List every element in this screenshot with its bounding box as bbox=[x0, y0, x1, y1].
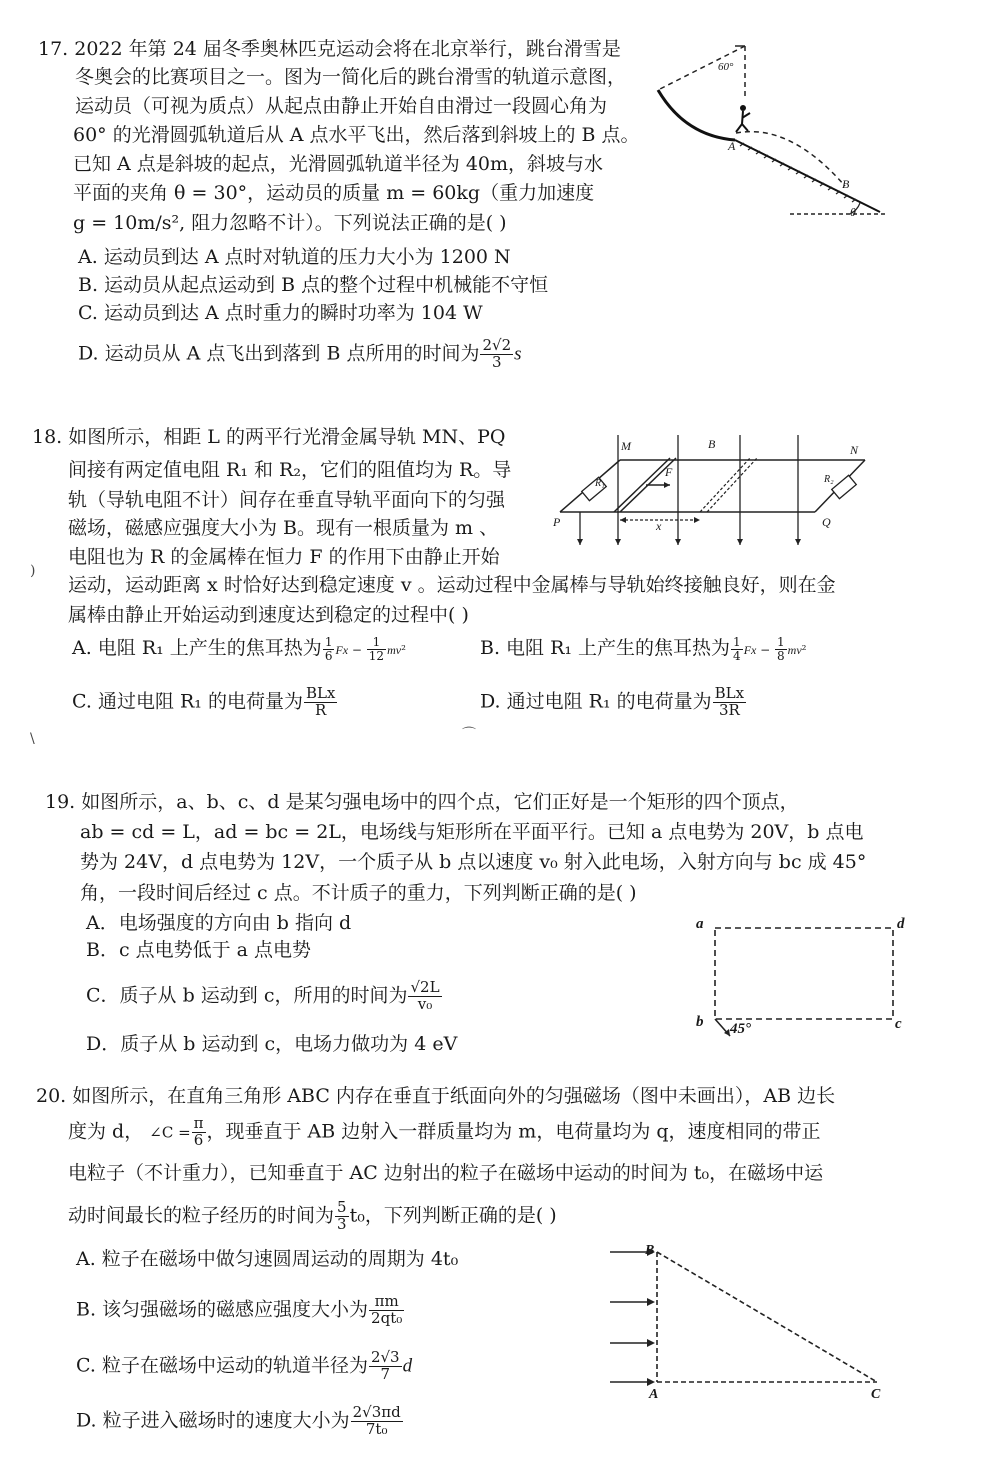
unit: s bbox=[514, 343, 522, 365]
label-n: N bbox=[850, 443, 859, 457]
label-c: C bbox=[871, 1387, 881, 1402]
label-x: x bbox=[656, 519, 662, 533]
q18-line-7: 属棒由静止开始运动到速度达到稳定的过程中( ) bbox=[68, 604, 469, 626]
scan-mark: ⌒ bbox=[462, 727, 476, 743]
q17-line-3: 运动员（可视为质点）从起点由静止开始自由滑过一段圆心角为 bbox=[75, 95, 608, 117]
label-r1: R₁ bbox=[595, 478, 605, 489]
q20-line-2: 度为 d， ∠C = $\frac{\pi}{6}$ ，现垂直于 AB 边射入一群质量均为 m，电荷量均为 q，速度相同的带正 bbox=[68, 1114, 821, 1149]
q17-option-c: C. 运动员到达 A 点时重力的瞬时功率为 104 W bbox=[78, 302, 483, 324]
q20-option-b: B. 该匀强磁场的磁感应强度大小为 $\frac{\pi m}{\text{2qt₀}}$ bbox=[76, 1292, 403, 1327]
q19-line-1: 19. 如图所示，a、b、c、d 是某匀强电场中的四个点，它们正好是一个矩形的四个顶点， bbox=[45, 791, 799, 813]
q17-line-2: 冬奥会的比赛项目之一。图为一简化后的跳台滑雪的轨道示意图， bbox=[75, 66, 627, 88]
point-b-label: B bbox=[842, 177, 850, 191]
angle-label-60: 60° bbox=[718, 61, 734, 73]
fraction: $\frac{\pi m}{\text{2qt₀}}$ bbox=[371, 1292, 403, 1327]
q20-option-d: D. 粒子进入磁场时的速度大小为 $\frac{2√3\pi d}{\text{7t₀}}$ bbox=[76, 1403, 401, 1438]
q19-line-3: 势为 24V，d 点电势为 12V，一个质子从 b 点以速度 v₀ 射入此电场，入射方向与 bc 成 45° bbox=[80, 851, 867, 873]
q18-line-5: 电阻也为 R 的金属棒在恒力 F 的作用下由静止开始 bbox=[68, 546, 500, 568]
label-a: a bbox=[696, 916, 704, 932]
q20-line-4: 动时间最长的粒子经历的时间为 $\frac{5}{3}$ t₀，下列判断正确的是( ) bbox=[68, 1198, 557, 1233]
q17-ski-jump-figure bbox=[650, 38, 900, 223]
q20-line-1: 20. 如图所示，在直角三角形 ABC 内存在垂直于纸面向外的匀强磁场（图中未画出），AB 边长 bbox=[36, 1085, 836, 1107]
q17-option-d-fraction bbox=[480, 338, 513, 371]
q19-line-2: ab = cd = L，ad = bc = 2L，电场线与矩形所在平面平行。已知 a 点电势为 20V，b 点电 bbox=[80, 821, 864, 843]
fraction: $\frac{\text{BLx}}{3R}$ bbox=[714, 684, 745, 719]
q19-option-a: A．电场强度的方向由 b 指向 d bbox=[86, 912, 352, 934]
scan-mark: \ bbox=[30, 731, 35, 747]
q20-option-a: A. 粒子在磁场中做匀速圆周运动的周期为 4t₀ bbox=[76, 1248, 459, 1270]
q19-option-b: B．c 点电势低于 a 点电势 bbox=[86, 939, 312, 961]
q20-option-c: C. 粒子在磁场中运动的轨道半径为 $\frac{2√3}{7}$ d bbox=[76, 1348, 413, 1383]
q17-option-d-text: D. 运动员从 A 点飞出到落到 B 点所用的时间为 bbox=[78, 342, 480, 365]
label-p: P bbox=[553, 515, 561, 529]
q17-line-1: 17. 2022 年第 24 届冬季奥林匹克运动会将在北京举行，跳台滑雪是 bbox=[38, 38, 621, 60]
q18-option-c: C. 通过电阻 R₁ 的电荷量为 $\frac{\text{BLx}}{R}$ bbox=[72, 684, 336, 719]
label-b: b bbox=[696, 1014, 704, 1030]
q19-line-4: 角，一段时间后经过 c 点。不计质子的重力，下列判断正确的是( ) bbox=[80, 882, 637, 904]
q17-option-a: A. 运动员到达 A 点时对轨道的压力大小为 1200 N bbox=[78, 246, 511, 268]
q17-line-5: 已知 A 点是斜坡的起点，光滑圆弧轨道半径为 40m，斜坡与水 bbox=[73, 153, 604, 175]
q18-option-b: B. 电阻 R₁ 上产生的焦耳热为 $\frac{1}{4}$ Fx − $\frac{1}{8}$ mv² bbox=[480, 635, 807, 663]
label-a: A bbox=[649, 1387, 659, 1402]
q19-option-c: C．质子从 b 运动到 c，所用的时间为 $\frac{√2L}{\text{v₀}}$ bbox=[86, 978, 440, 1013]
fraction: $\frac{2√3\pi d}{\text{7t₀}}$ bbox=[352, 1403, 401, 1438]
fraction: $\frac{\text{BLx}}{R}$ bbox=[305, 684, 336, 719]
q20-line-3: 电粒子（不计重力），已知垂直于 AC 边射出的粒子在磁场中运动的时间为 t₀，在磁场中运 bbox=[68, 1162, 824, 1184]
q20-triangle-figure bbox=[605, 1240, 895, 1405]
fraction: $\frac{1}{4}$ bbox=[733, 635, 741, 663]
q17-line-6: 平面的夹角 θ = 30°，运动员的质量 m = 60kg（重力加速度 bbox=[73, 182, 595, 204]
fraction: $\frac{2√3}{7}$ bbox=[370, 1348, 400, 1383]
label-f: F bbox=[665, 465, 673, 479]
scan-mark: ) bbox=[30, 563, 36, 579]
label-c: c bbox=[895, 1016, 902, 1032]
fraction: $\frac{√2L}{\text{v₀}}$ bbox=[410, 978, 440, 1013]
q18-line-2: 间接有两定值电阻 R₁ 和 R₂，它们的阻值均为 R。导 bbox=[68, 459, 512, 481]
q19-option-d: D．质子从 b 运动到 c，电场力做功为 4 eV bbox=[86, 1033, 458, 1055]
label-r2: R₂ bbox=[824, 474, 834, 485]
angle-45-label: 45° bbox=[730, 1021, 751, 1037]
label-b: B bbox=[645, 1243, 655, 1258]
q17-option-d bbox=[78, 338, 522, 371]
fraction: $\frac{1}{6}$ bbox=[324, 635, 333, 663]
q19-rectangle-figure bbox=[690, 910, 920, 1045]
q18-line-4: 磁场，磁感应强度大小为 B。现有一根质量为 m 、 bbox=[68, 517, 499, 539]
q18-line-6: 运动，运动距离 x 时恰好达到稳定速度 v 。运动过程中金属棒与导轨始终接触良好，则在金 bbox=[68, 574, 836, 596]
fraction: $\frac{1}{12}$ bbox=[368, 635, 385, 663]
label-d: d bbox=[897, 916, 905, 932]
fraction: $\frac{\pi}{6}$ bbox=[193, 1114, 204, 1149]
q18-line-1: 18. 如图所示，相距 L 的两平行光滑金属导轨 MN、PQ bbox=[32, 426, 506, 448]
q17-line-4: 60° 的光滑圆弧轨道后从 A 点水平飞出，然后落到斜坡上的 B 点。 bbox=[73, 124, 640, 146]
q17-option-b: B. 运动员从起点运动到 B 点的整个过程中机械能不守恒 bbox=[78, 274, 549, 296]
q17-line-7: g = 10m/s², 阻力忽略不计）。下列说法正确的是( ) bbox=[73, 212, 507, 234]
q18-option-a: A. 电阻 R₁ 上产生的焦耳热为 $\frac{1}{6}$ Fx − $\frac{1}{12}$ mv² bbox=[72, 635, 406, 663]
q18-line-3: 轨（导轨电阻不计）间存在垂直导轨平面向下的匀强 bbox=[68, 489, 506, 511]
theta-label: θ bbox=[850, 205, 856, 219]
fraction: $\frac{5}{3}$ bbox=[337, 1198, 347, 1233]
label-m: M bbox=[621, 439, 631, 453]
fraction-denominator: 3 bbox=[492, 352, 502, 371]
q18-rails-figure bbox=[550, 430, 870, 550]
label-b: B bbox=[708, 437, 716, 451]
fraction-numerator: 2√2 bbox=[482, 336, 512, 354]
point-a-label: A bbox=[728, 139, 736, 153]
fraction: $\frac{1}{8}$ bbox=[777, 635, 785, 663]
q18-option-d: D. 通过电阻 R₁ 的电荷量为 $\frac{\text{BLx}}{3R}$ bbox=[480, 684, 745, 719]
label-q: Q bbox=[822, 515, 831, 529]
